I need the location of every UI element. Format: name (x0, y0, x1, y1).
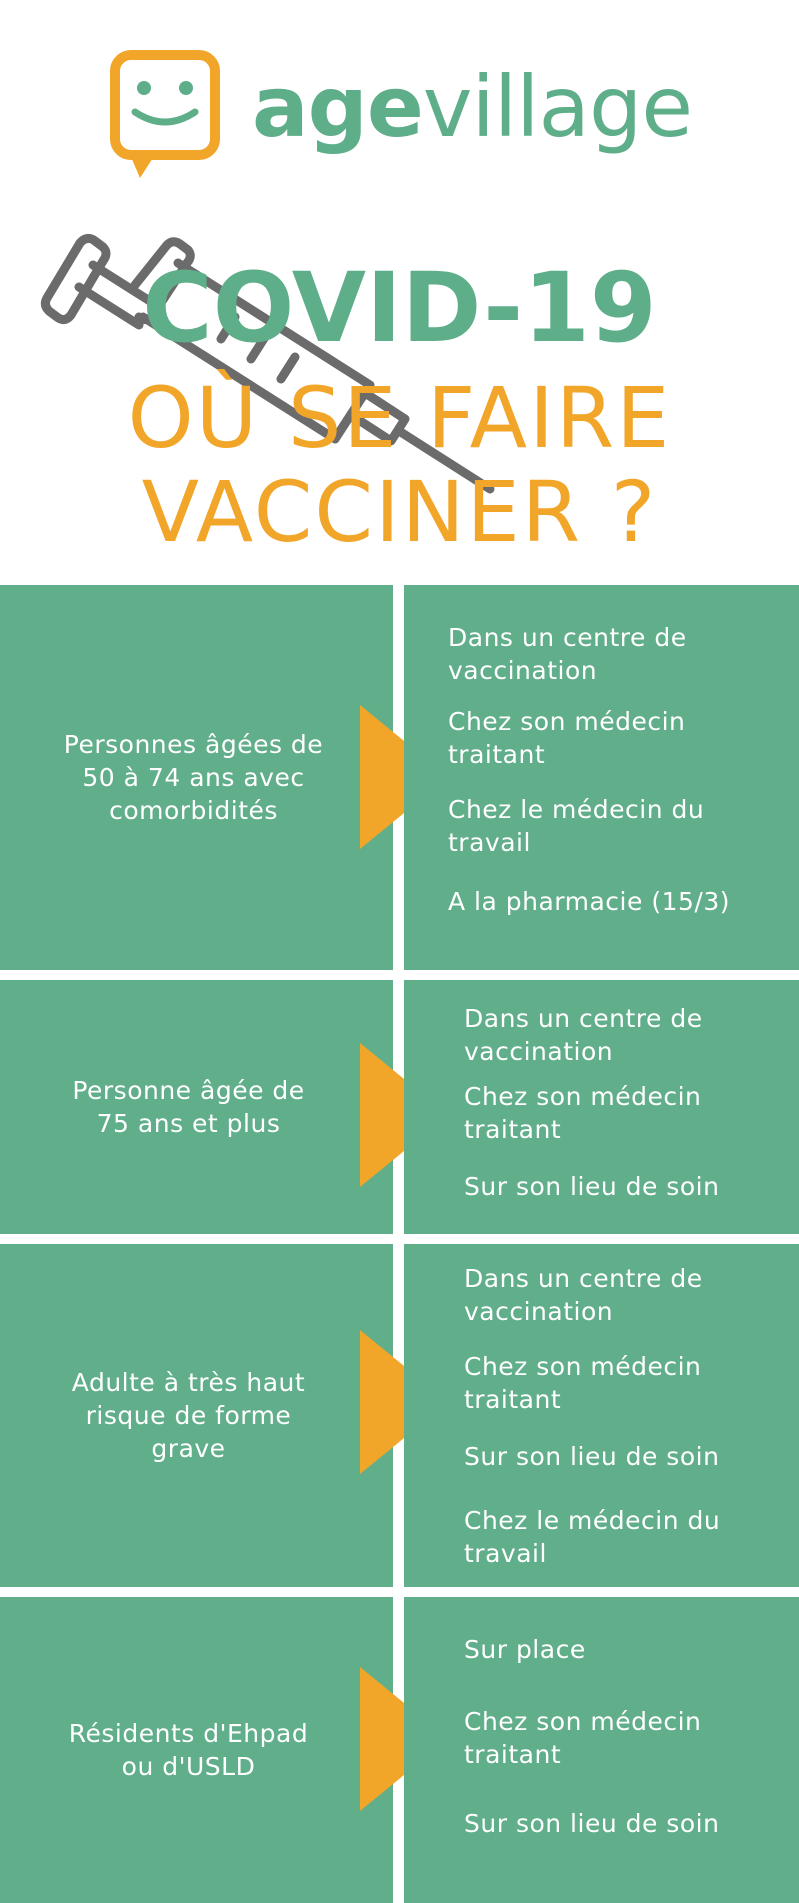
location-item: Sur place (464, 1635, 586, 1664)
brand-part-bold: age (252, 58, 423, 156)
location-item: Chez son médecin traitant (464, 1082, 702, 1144)
location-item: Dans un centre de vaccination (464, 1004, 703, 1066)
population-label: Personne âgée de 75 ans et plus (72, 1076, 305, 1138)
header (0, 0, 799, 585)
locations-cell (404, 1244, 799, 1587)
table-row (0, 1244, 799, 1587)
population-cell (0, 980, 393, 1234)
locations-cell (404, 585, 799, 970)
locations-cell (404, 980, 799, 1234)
population-cell (0, 1244, 393, 1587)
title-covid: COVID-19 (142, 252, 657, 364)
location-item: Sur son lieu de soin (464, 1172, 720, 1201)
location-item: Sur son lieu de soin (464, 1442, 720, 1471)
population-label: Adulte à très haut risque de forme grave (71, 1368, 306, 1463)
location-item: Chez son médecin traitant (464, 1707, 702, 1769)
title-where-line1: OÙ SE FAIRE (127, 369, 672, 467)
table-row (0, 980, 799, 1234)
population-cell (0, 1597, 393, 1903)
location-item: Sur son lieu de soin (464, 1809, 720, 1838)
location-item: Dans un centre de vaccination (464, 1264, 703, 1326)
population-label: Résidents d'Ehpad ou d'USLD (68, 1719, 309, 1781)
table-row (0, 1597, 799, 1903)
smiley-chat-logo-icon (110, 50, 220, 180)
brand-logo-text (252, 52, 692, 162)
locations-cell (404, 1597, 799, 1903)
population-cell (0, 585, 393, 970)
brand-part-light: village (422, 58, 692, 156)
location-item: Chez son médecin traitant (464, 1352, 702, 1414)
location-item: Chez le médecin du travail (464, 1506, 721, 1568)
location-item: A la pharmacie (15/3) (448, 887, 730, 916)
table-row (0, 585, 799, 970)
population-label: Personnes âgées de 50 à 74 ans avec comorbidités (63, 730, 324, 825)
location-item: Chez son médecin traitant (448, 707, 686, 769)
title-where-line2: VACCINER ? (141, 463, 658, 561)
location-item: Chez le médecin du travail (448, 795, 705, 857)
location-item: Dans un centre de vaccination (448, 623, 687, 685)
